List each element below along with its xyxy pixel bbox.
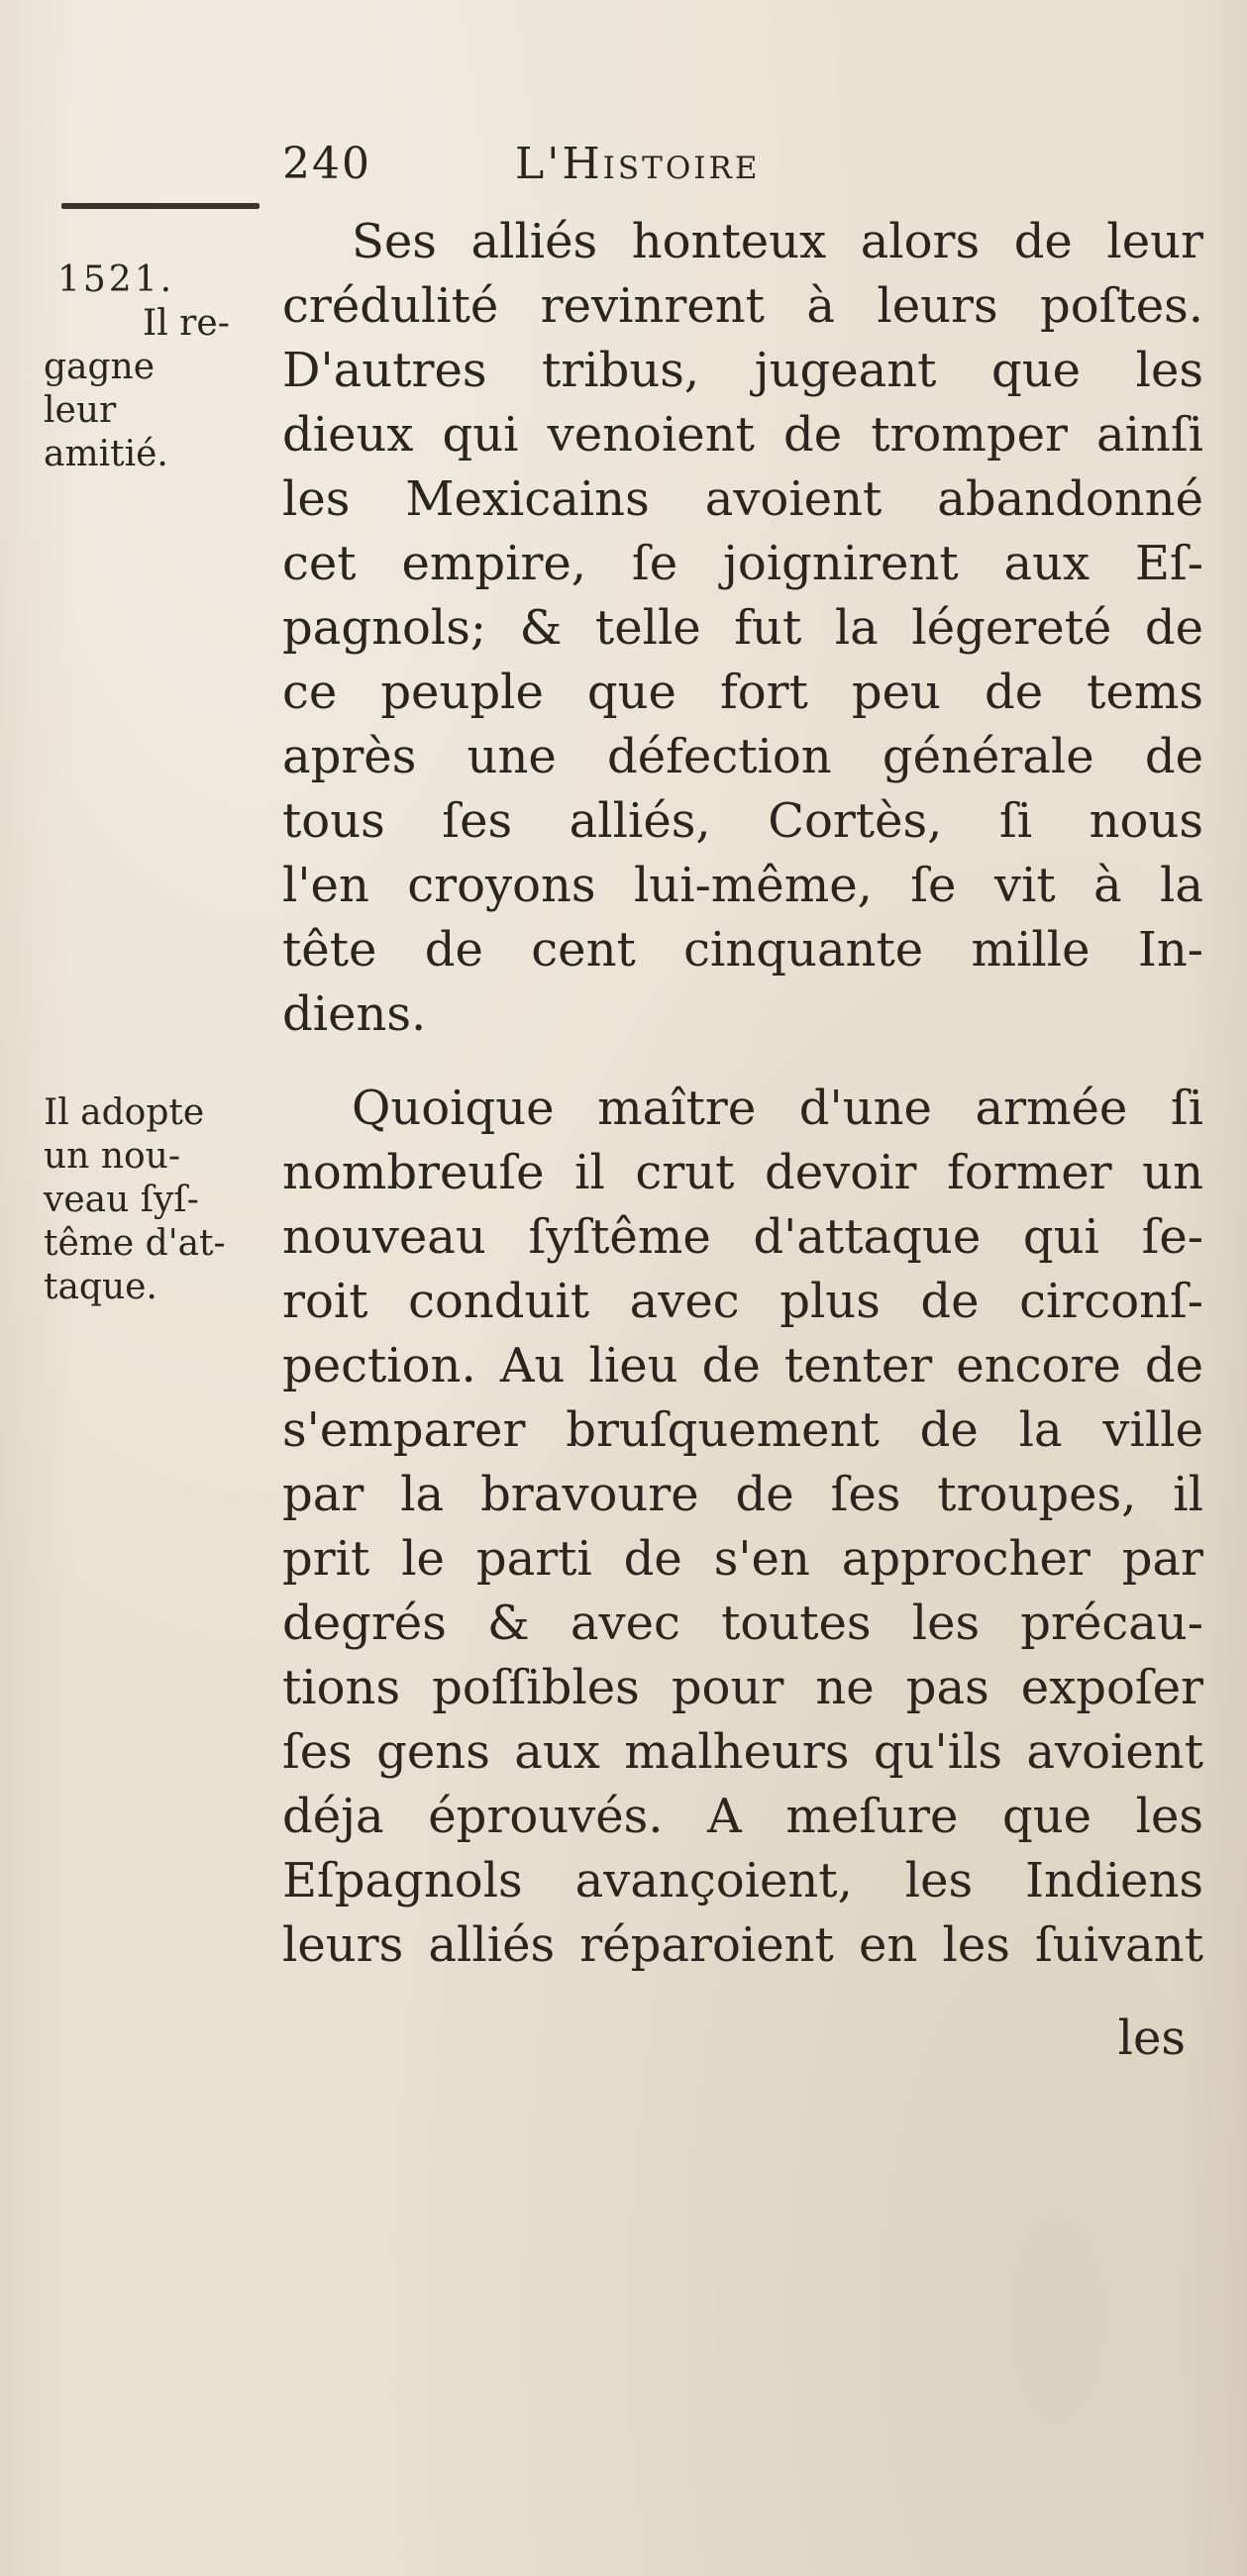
margin-note-line: Il re-: [143, 303, 230, 344]
text-line: tions poſſibles pour ne pas expoſer: [282, 1660, 1203, 1715]
text-line: nouveau ſyſtême d'attaque qui ſe-: [282, 1209, 1203, 1265]
text-line: nombreuſe il crut devoir former un: [282, 1145, 1203, 1200]
margin-note-line: un nou-: [44, 1136, 181, 1177]
catchword: les: [1117, 2010, 1186, 2066]
text-line: l'en croyons lui-même, ſe vit à la: [282, 858, 1203, 913]
text-line: diens.: [282, 986, 427, 1042]
margin-note-line: tême d'at-: [44, 1223, 226, 1264]
text-line: Quoique maître d'une armée ſi: [352, 1081, 1203, 1136]
text-line: tête de cent cinquante mille In-: [282, 922, 1203, 978]
margin-note-line: gagne: [44, 347, 156, 387]
running-head: [282, 139, 976, 198]
text-line: dieux qui venoient de tromper ainſi: [282, 407, 1203, 463]
margin-note-new-attack-system: [44, 1091, 281, 1309]
text-line: tous ſes alliés, Cortès, ſi nous: [282, 793, 1203, 849]
text-line: degrés & avec toutes les précau-: [282, 1596, 1203, 1651]
text-line: s'emparer bruſquement de la ville: [282, 1402, 1203, 1458]
margin-note-line: taque.: [44, 1267, 157, 1307]
text-line: cet empire, ſe joignirent aux Eſ-: [282, 536, 1203, 591]
margin-note-line: amitié.: [44, 434, 168, 474]
margin-note-line: Il adopte: [44, 1092, 205, 1133]
text-line: déja éprouvés. A meſure que les: [282, 1789, 1203, 1844]
text-line: après une défection générale de: [282, 729, 1203, 784]
text-line: roit conduit avec plus de circonſ-: [282, 1274, 1203, 1329]
text-line: pection. Au lieu de tenter encore de: [282, 1338, 1203, 1393]
text-line: ſes gens aux malheurs qu'ils avoient: [282, 1724, 1203, 1780]
margin-note-line: leur: [44, 390, 117, 431]
paragraph-2: [282, 1077, 1203, 1978]
running-title: L'Histoire: [515, 139, 761, 189]
text-line: ce peuple que fort peu de tems: [282, 665, 1203, 720]
text-line: par la bravoure de ſes troupes, il: [282, 1467, 1203, 1522]
text-line: pagnols; & telle fut la légereté de: [282, 600, 1203, 656]
text-line: les Mexicains avoient abandonné: [282, 471, 1203, 527]
margin-year: 1521.: [57, 259, 175, 300]
margin-note-regains-friendship: [44, 302, 281, 476]
paragraph-1: [282, 210, 1203, 1047]
text-line: Ses alliés honteux alors de leur: [352, 214, 1203, 269]
margin-rule: [61, 203, 260, 209]
text-line: D'autres tribus, jugeant que les: [282, 343, 1203, 398]
text-line: Eſpagnols avançoient, les Indiens: [282, 1853, 1203, 1908]
text-line: prit le parti de s'en approcher par: [282, 1531, 1203, 1587]
margin-note-line: veau ſyſ-: [44, 1180, 199, 1220]
text-line: leurs alliés réparoient en les ſuivant: [282, 1917, 1203, 1973]
text-line: crédulité revinrent à leurs poſtes.: [282, 278, 1203, 334]
page-number: 240: [282, 139, 371, 189]
